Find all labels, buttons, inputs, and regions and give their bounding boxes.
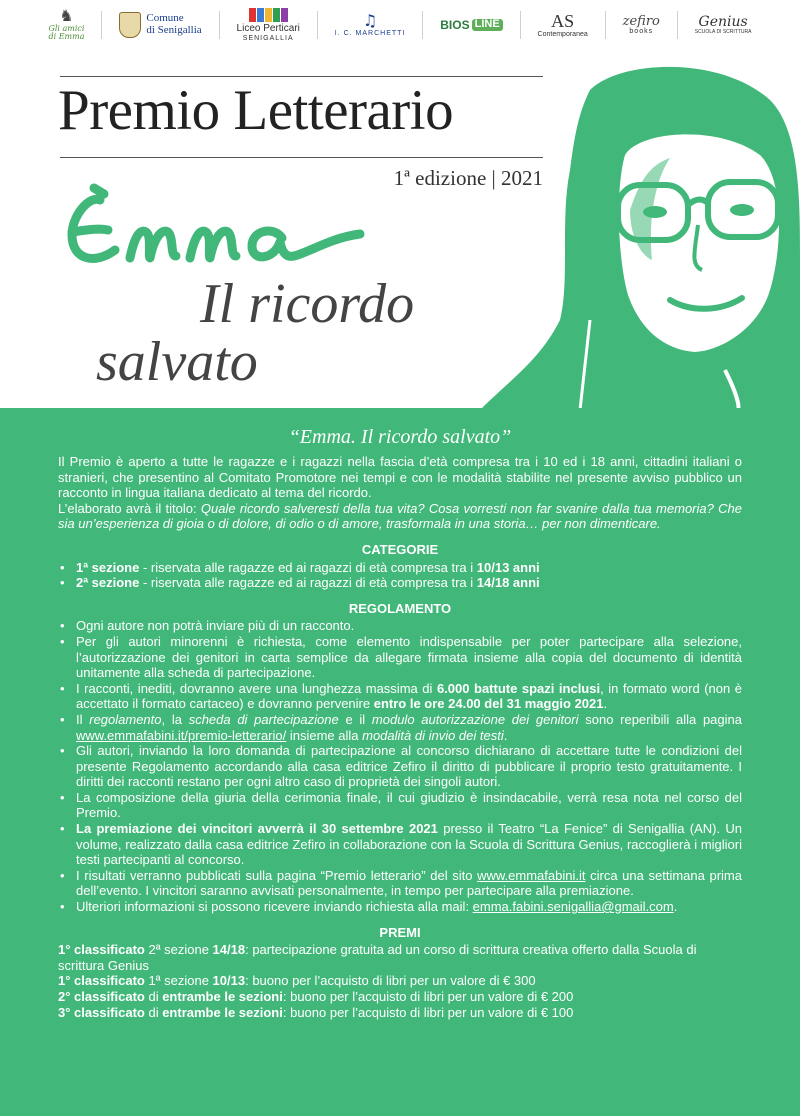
logo-biosline: [440, 19, 502, 32]
as-big-text: AS: [551, 10, 575, 31]
logo-divider: [317, 11, 318, 39]
zefiro-small-text: books: [629, 28, 654, 36]
sponsor-logo-bar: [0, 0, 800, 50]
page-title: Premio Letterario: [58, 79, 454, 142]
logo-divider: [101, 11, 102, 39]
intro-quote: “Emma. Il ricordo salvato”: [288, 426, 512, 448]
logo-ic-marchetti: [334, 10, 406, 37]
list-item: • Il regolamento, la scheda di partecipazione e il modulo autorizzazione dei genitori sono reperibili alla pagina www.emmafabini.it/premio-letterario/ insieme alla modalità di invio dei testi.: [76, 712, 742, 743]
edition-label: 1ª edizione | 2021: [393, 166, 543, 190]
logo-divider: [605, 11, 606, 39]
comune-line2: di Senigallia: [146, 24, 202, 36]
logo-as-contemporanea: [538, 12, 588, 38]
list-item: • I racconti, inediti, dovranno avere una lunghezza massima di 6.000 battute spazi inclusi, in formato word (non è accettato il formato cartaceo) e dovranno pervenire entro le ore 24.00 del 31 maggio 2021.: [76, 681, 742, 712]
intro-paragraph: Il Premio è aperto a tutte le ragazze e i ragazzi nella fascia d’età compresa tra i 10 ed i 18 anni, cittadini italiani o stranieri, che presentino al Comitato Promotore nei tempi e con le modalità stabilite nel presente avviso pubblico un racconto in lingua italiana dedicato al tema del ricordo.: [58, 454, 742, 501]
logo-amici-di-emma: [48, 8, 84, 42]
categorie-list: [58, 560, 742, 591]
as-small-text: Contemporanea: [537, 30, 588, 38]
list-item: • 1ª sezione - riservata alle ragazze ed ai ragazzi di età compresa tra i 10/13 anni: [76, 560, 742, 576]
liceo-color-strip-icon: [249, 8, 288, 22]
amici-line1: Gli amici: [48, 24, 85, 33]
main-content: [58, 420, 742, 1020]
marchetti-text: I. C. MARCHETTI: [334, 29, 406, 37]
list-item: • I risultati verranno pubblicati sulla pagina “Premio letterario” del sito www.emmafabini.it circa una settimana prima dell’evento. I vincitori saranno avvisati personalmente, in tempo per partecipare alla premiazione.: [76, 868, 742, 899]
logo-genius: [695, 15, 752, 35]
liceo-line2: SENIGALLIA: [242, 34, 294, 42]
categorie-heading: CATEGORIE: [361, 541, 439, 557]
comune-line1: Comune: [146, 12, 184, 25]
portrait-illustration: [470, 60, 800, 410]
zefiro-text: zefiro: [622, 13, 660, 29]
list-item: • Per gli autori minorenni è richiesta, come elemento indispensabile per poter partecipare alla selezione, l’autorizzazione dei genitori in carta semplice da allegare firmata insieme alla copia del documento di identità unitamente alla scheda di partecipazione.: [76, 634, 742, 681]
prize-item: 3° classificato di entrambe le sezioni: buono per l’acquisto di libri per un valore di € 100: [58, 1004, 574, 1020]
amici-line2: di Emma: [48, 32, 85, 42]
bios-leaf-text: LINE: [472, 19, 503, 31]
logo-comune-senigallia: [119, 12, 201, 38]
list-item: • La composizione della giuria della cerimonia finale, il cui giudizio è insindacabile, verrà resa nota nel corso del Premio.: [76, 790, 742, 821]
logo-divider: [422, 11, 423, 39]
logo-divider: [520, 11, 521, 39]
list-item: • Ulteriori informazioni si possono ricevere inviando richiesta alla mail: emma.fabini.senigallia@gmail.com.: [76, 899, 742, 915]
music-note-icon: ♫: [362, 10, 378, 30]
crest-icon: [119, 12, 141, 38]
premi-heading: PREMI: [379, 924, 421, 940]
regolamento-link[interactable]: www.emmafabini.it/premio-letterario/: [76, 727, 287, 743]
emma-script-logo: [60, 180, 390, 280]
subtitle-line2: salvato: [96, 331, 258, 393]
website-link[interactable]: www.emmafabini.it: [477, 867, 586, 883]
logo-zefiro-books: [623, 15, 660, 36]
intro-title-paragraph: L’elaborato avrà il titolo: Quale ricordo salveresti della tua vita? Cosa vorresti non far svanire dalla tua memoria? Che sia un’esperienza di gioia o di dolore, di odio o di amore, trasformala in una storia… per non dimenticare.: [58, 500, 742, 532]
logo-liceo-perticari: [237, 8, 300, 42]
subtitle-line1: Il ricordo: [200, 273, 415, 335]
regolamento-list: [58, 618, 742, 914]
genius-small-text: SCUOLA DI SCRITTURA: [694, 28, 752, 35]
prize-item: 2° classificato di entrambe le sezioni: buono per l’acquisto di libri per un valore di € 200: [58, 989, 574, 1004]
list-item: • La premiazione dei vincitori avverrà il 30 settembre 2021 presso il Teatro “La Fenice” di Senigallia (AN). Un volume, realizzato dalla casa editrice Zefiro in collaborazione con la Scuola di Scrittura Genius, raccoglierà i migliori testi partecipanti al concorso.: [76, 821, 742, 868]
list-item: • 2ª sezione - riservata alle ragazze ed ai ragazzi di età compresa tra i 14/18 anni: [76, 575, 742, 591]
unicorn-icon: ♞: [59, 6, 74, 26]
premi-list: [58, 942, 742, 1020]
regolamento-heading: REGOLAMENTO: [348, 600, 452, 616]
prize-item: 1° classificato 1ª sezione 10/13: buono per l’acquisto di libri per un valore di € 300: [58, 973, 536, 989]
list-item: • Ogni autore non potrà inviare più di un racconto.: [76, 618, 742, 634]
email-link[interactable]: emma.fabini.senigallia@gmail.com: [472, 899, 674, 915]
liceo-line1: Liceo Perticari: [236, 23, 300, 35]
list-item: • Gli autori, inviando la loro domanda di partecipazione al concorso dichiarano di accettare tutte le condizioni del presente Regolamento accordando alla casa editrice Zefiro il diritto di pubblicare il proprio testo gratuitamente. I diritti dei racconti restano per ogni altro caso di proprietà dei singoli autori.: [76, 743, 742, 790]
prize-item: 1° classificato 2ª sezione 14/18: partecipazione gratuita ad un corso di scrittura creativa offerto dalla Scuola di scrittura Genius: [58, 942, 697, 973]
logo-divider: [219, 11, 220, 39]
bios-text: BIOS: [440, 17, 470, 32]
genius-text: Genius: [698, 14, 748, 31]
logo-divider: [677, 11, 678, 39]
